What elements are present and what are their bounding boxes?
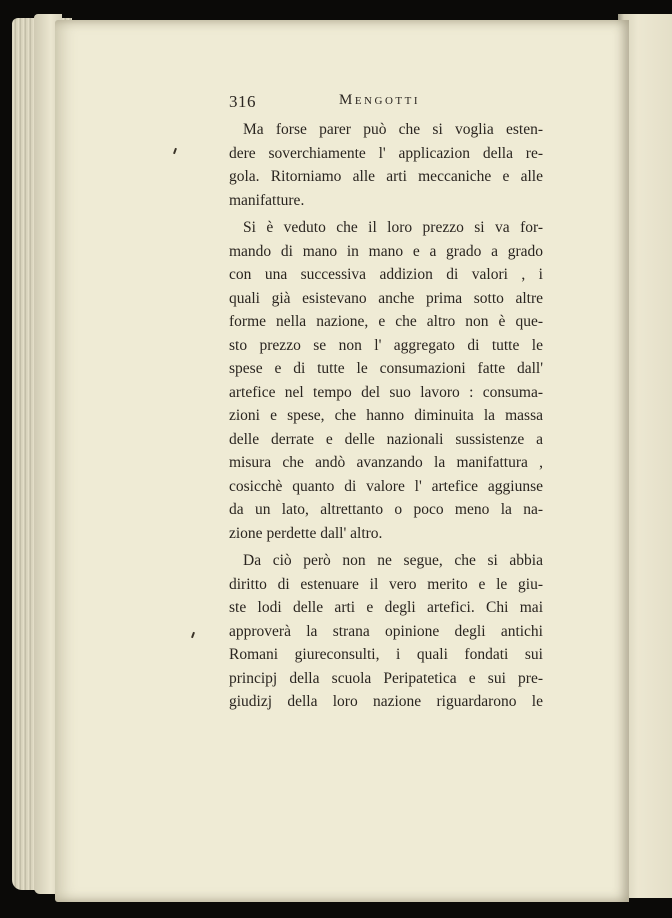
text-line: approverà la strana opinione degli antichi	[229, 622, 543, 640]
text-line: quali già esistevano anche prima sotto altre	[229, 289, 543, 307]
running-head: Mengotti	[339, 92, 420, 108]
text-line: Ma forse parer può che si voglia esten-	[243, 121, 543, 138]
text-line: Da ciò però non ne segue, che si abbia	[243, 552, 543, 569]
text-line: delle derrate e delle nazionali sussistenze a	[229, 430, 543, 448]
paragraph	[229, 216, 543, 545]
text-line: forme nella nazione, e che altro non è que-	[229, 313, 543, 330]
text-line: zioni e spese, che hanno diminuita la massa	[229, 407, 543, 424]
ink-mark	[191, 632, 195, 638]
text-line: con una successiva addizion di valori , i	[229, 266, 543, 283]
page-number: 316	[229, 92, 256, 111]
text-line: ste lodi delle arti e degli artefici. Chi mai	[229, 599, 543, 616]
text-line: gola. Ritorniamo alle arti meccaniche e alle	[229, 168, 543, 185]
text-line: diritto di estenuare il vero merito e le giu-	[229, 575, 543, 593]
text-line: sto prezzo se non l' aggregato di tutte le	[229, 336, 543, 354]
paragraph	[229, 549, 543, 714]
text-line: cosicchè quanto di valore l' artefice aggiunse	[229, 477, 543, 495]
text-line: dere soverchiamente l' applicazion della re-	[229, 144, 543, 162]
page-header	[229, 92, 543, 116]
text-line: spese e di tutte le consumazioni fatte dall'	[229, 360, 543, 377]
text-line: zione perdette dall' altro.	[229, 524, 383, 542]
text-line: principj della scuola Peripatetica e sui pre-	[229, 669, 543, 687]
text-line: Si è veduto che il loro prezzo si va for-	[243, 219, 543, 236]
text-block	[229, 92, 543, 714]
text-line: giudizj della loro nazione riguardarono le	[229, 693, 543, 710]
ink-mark	[173, 148, 177, 154]
text-line: artefice nel tempo del suo lavoro : consuma-	[229, 383, 543, 401]
text-line: Romani giureconsulti, i quali fondati sui	[229, 646, 543, 663]
paragraph	[229, 118, 543, 212]
text-line: mando di mano in mano e a grado a grado	[229, 242, 543, 260]
text-line: misura che andò avanzando la manifattura ,	[229, 454, 543, 471]
text-line: manifatture.	[229, 191, 305, 209]
text-line: da un lato, altrettanto o poco meno la na-	[229, 501, 543, 518]
